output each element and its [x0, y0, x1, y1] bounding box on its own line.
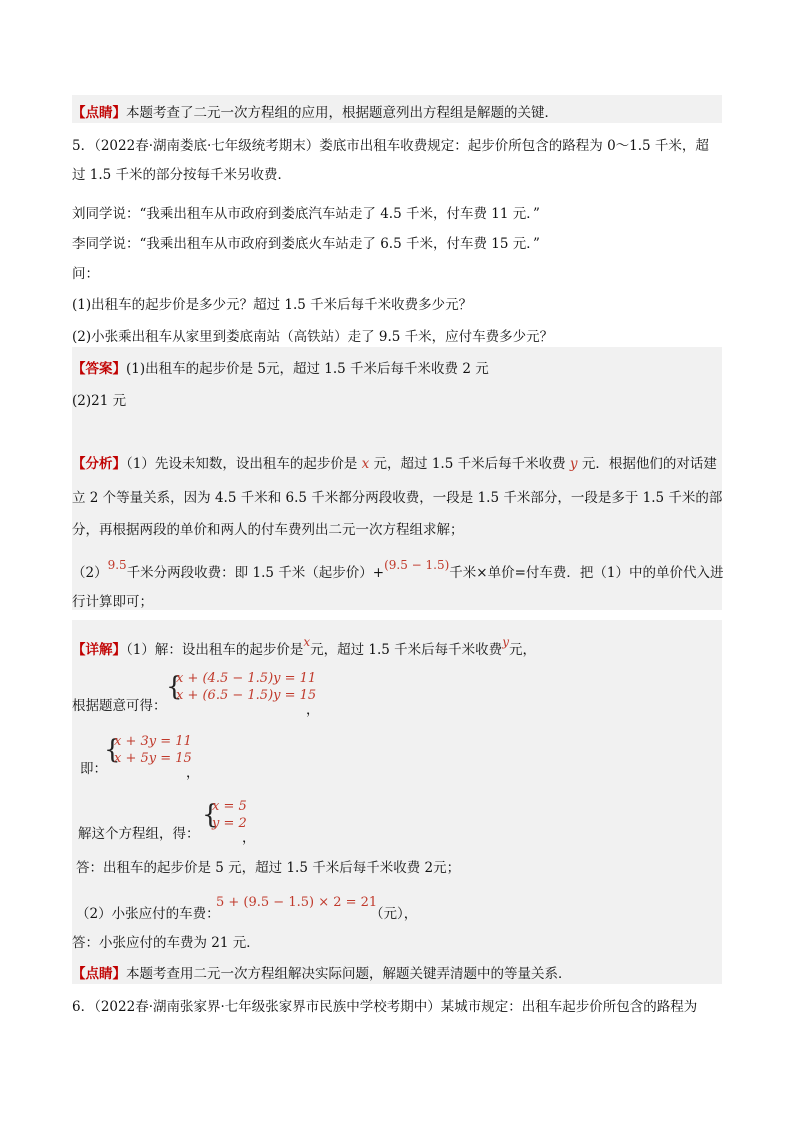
system-2-equation-2: x + 5y = 15: [114, 751, 192, 766]
tip-tag: 【点睛】: [72, 105, 126, 121]
system-3-tail: ，: [242, 830, 256, 846]
detail-tag: 【详解】: [72, 642, 126, 658]
system-1-tail: ，: [306, 702, 320, 718]
detail-line-1: [72, 635, 536, 658]
system-3-equation-1: x = 5: [212, 799, 247, 814]
answer-text-1: (1)出租车的起步价是 5元，超过 1.5 千米后每千米收费 2 元: [126, 361, 489, 377]
part-2-tail: （元），: [370, 906, 418, 922]
analysis-line-5: 行计算即可；: [72, 594, 153, 610]
question-5-line-2: 过 1.5 千米的部分按每千米另收费．: [72, 167, 292, 183]
answer-line-2: (2)21 元: [72, 393, 127, 409]
answer-line-1: [72, 357, 489, 377]
math-expression: [384, 558, 449, 572]
detail-answer-1: 答：出租车的起步价是 5 元，超过 1.5 千米后每千米收费 2元；: [76, 860, 461, 876]
question-6-line-1: 6．（2022春·湖南张家界·七年级张家界市民族中学校考期中）某城市规定：出租车起步价所包含的路程为: [72, 999, 698, 1015]
variable-y: y: [569, 456, 578, 472]
analysis-text: 元，超过 1.5 千米后每千米收费: [369, 456, 570, 472]
math-value: 9.5: [107, 558, 127, 572]
system-3-label: 解这个方程组，得：: [78, 826, 200, 842]
variable-x: x: [361, 456, 370, 472]
analysis-line-3: 分，再根据两段的单价和两人的付车费列出二元一次方程组求解；: [72, 522, 464, 538]
left-brace: {: [202, 800, 219, 830]
tip-tag-2: 【点睛】: [72, 966, 126, 982]
part-2-line: [76, 902, 220, 922]
part-2-expression: [216, 895, 377, 911]
analysis-text: 元．根据他们的对话建: [577, 456, 717, 472]
detail-text: 元，超过 1.5 千米后每千米收费: [310, 642, 503, 658]
analysis-line-2: 立 2 个等量关系，因为 4.5 千米和 6.5 千米都分两段收费，一段是 1.5 千米部分，一段是多于 1.5 千米的部: [72, 490, 723, 506]
question-5-line-5: 问：: [72, 266, 99, 282]
variable-x: x: [303, 635, 311, 649]
analysis-line-1: [72, 452, 717, 472]
question-5-line-4: 李同学说：“我乘出租车从市政府到娄底火车站走了 6.5 千米，付车费 15 元．”: [72, 236, 540, 252]
system-1-label: 根据题意可得：: [72, 698, 167, 714]
answer-tag: 【答案】: [72, 361, 126, 377]
left-brace: {: [104, 735, 121, 765]
analysis-text: （2）: [72, 565, 108, 581]
question-5-part-1: (1)出租车的起步价是多少元？超过 1.5 千米后每千米收费多少元？: [72, 297, 473, 313]
system-1-equation-2: x + (6.5 − 1.5)y = 15: [176, 688, 317, 703]
variable-y: y: [502, 635, 509, 649]
system-2-tail: ，: [186, 765, 200, 781]
left-brace: {: [166, 672, 183, 702]
system-1-equation-1: x + (4.5 − 1.5)y = 11: [176, 671, 317, 686]
system-2-equation-1: x + 3y = 11: [114, 734, 192, 749]
question-5-line-3: 刘同学说：“我乘出租车从市政府到娄底汽车站走了 4.5 千米，付车费 11 元．”: [72, 206, 540, 222]
tip-text: 本题考查了二元一次方程组的应用，根据题意列出方程组是解题的关键．: [126, 105, 558, 121]
tip-text-2: 本题考查用二元一次方程组解决实际问题，解题关键弄清题中的等量关系．: [126, 966, 572, 982]
detail-answer-2: 答：小张应付的车费为 21 元．: [72, 935, 260, 951]
tip-line: [72, 101, 558, 121]
system-2-label: 即：: [80, 761, 107, 777]
question-5-line-1: 5．（2022春·湖南娄底·七年级统考期末）娄底市出租车收费规定：起步价所包含的路程为 0～1.5 千米，超: [72, 138, 709, 154]
question-5-part-2: (2)小张乘出租车从家里到娄底南站（高铁站）走了 9.5 千米，应付车费多少元？: [72, 329, 554, 345]
system-3-equation-2: y = 2: [212, 816, 247, 831]
math-distance: [108, 558, 127, 572]
tip-line-2: [72, 962, 572, 982]
analysis-text: 千米×单价=付车费．把（1）中的单价代入进: [449, 565, 724, 581]
analysis-text: （1）先设未知数，设出租车的起步价是: [126, 456, 362, 472]
math-value: 5 + (9.5 − 1.5) × 2 = 21: [216, 895, 378, 910]
math-value: (9.5 − 1.5): [384, 558, 450, 572]
analysis-tag: 【分析】: [72, 456, 126, 472]
analysis-line-4: [72, 558, 724, 581]
detail-text: （2）小张应付的车费：: [76, 906, 220, 922]
detail-text: （1）解：设出租车的起步价是: [126, 642, 304, 658]
detail-text: 元，: [508, 642, 536, 658]
analysis-text: 千米分两段收费：即 1.5 千米（起步价）+: [126, 565, 385, 581]
